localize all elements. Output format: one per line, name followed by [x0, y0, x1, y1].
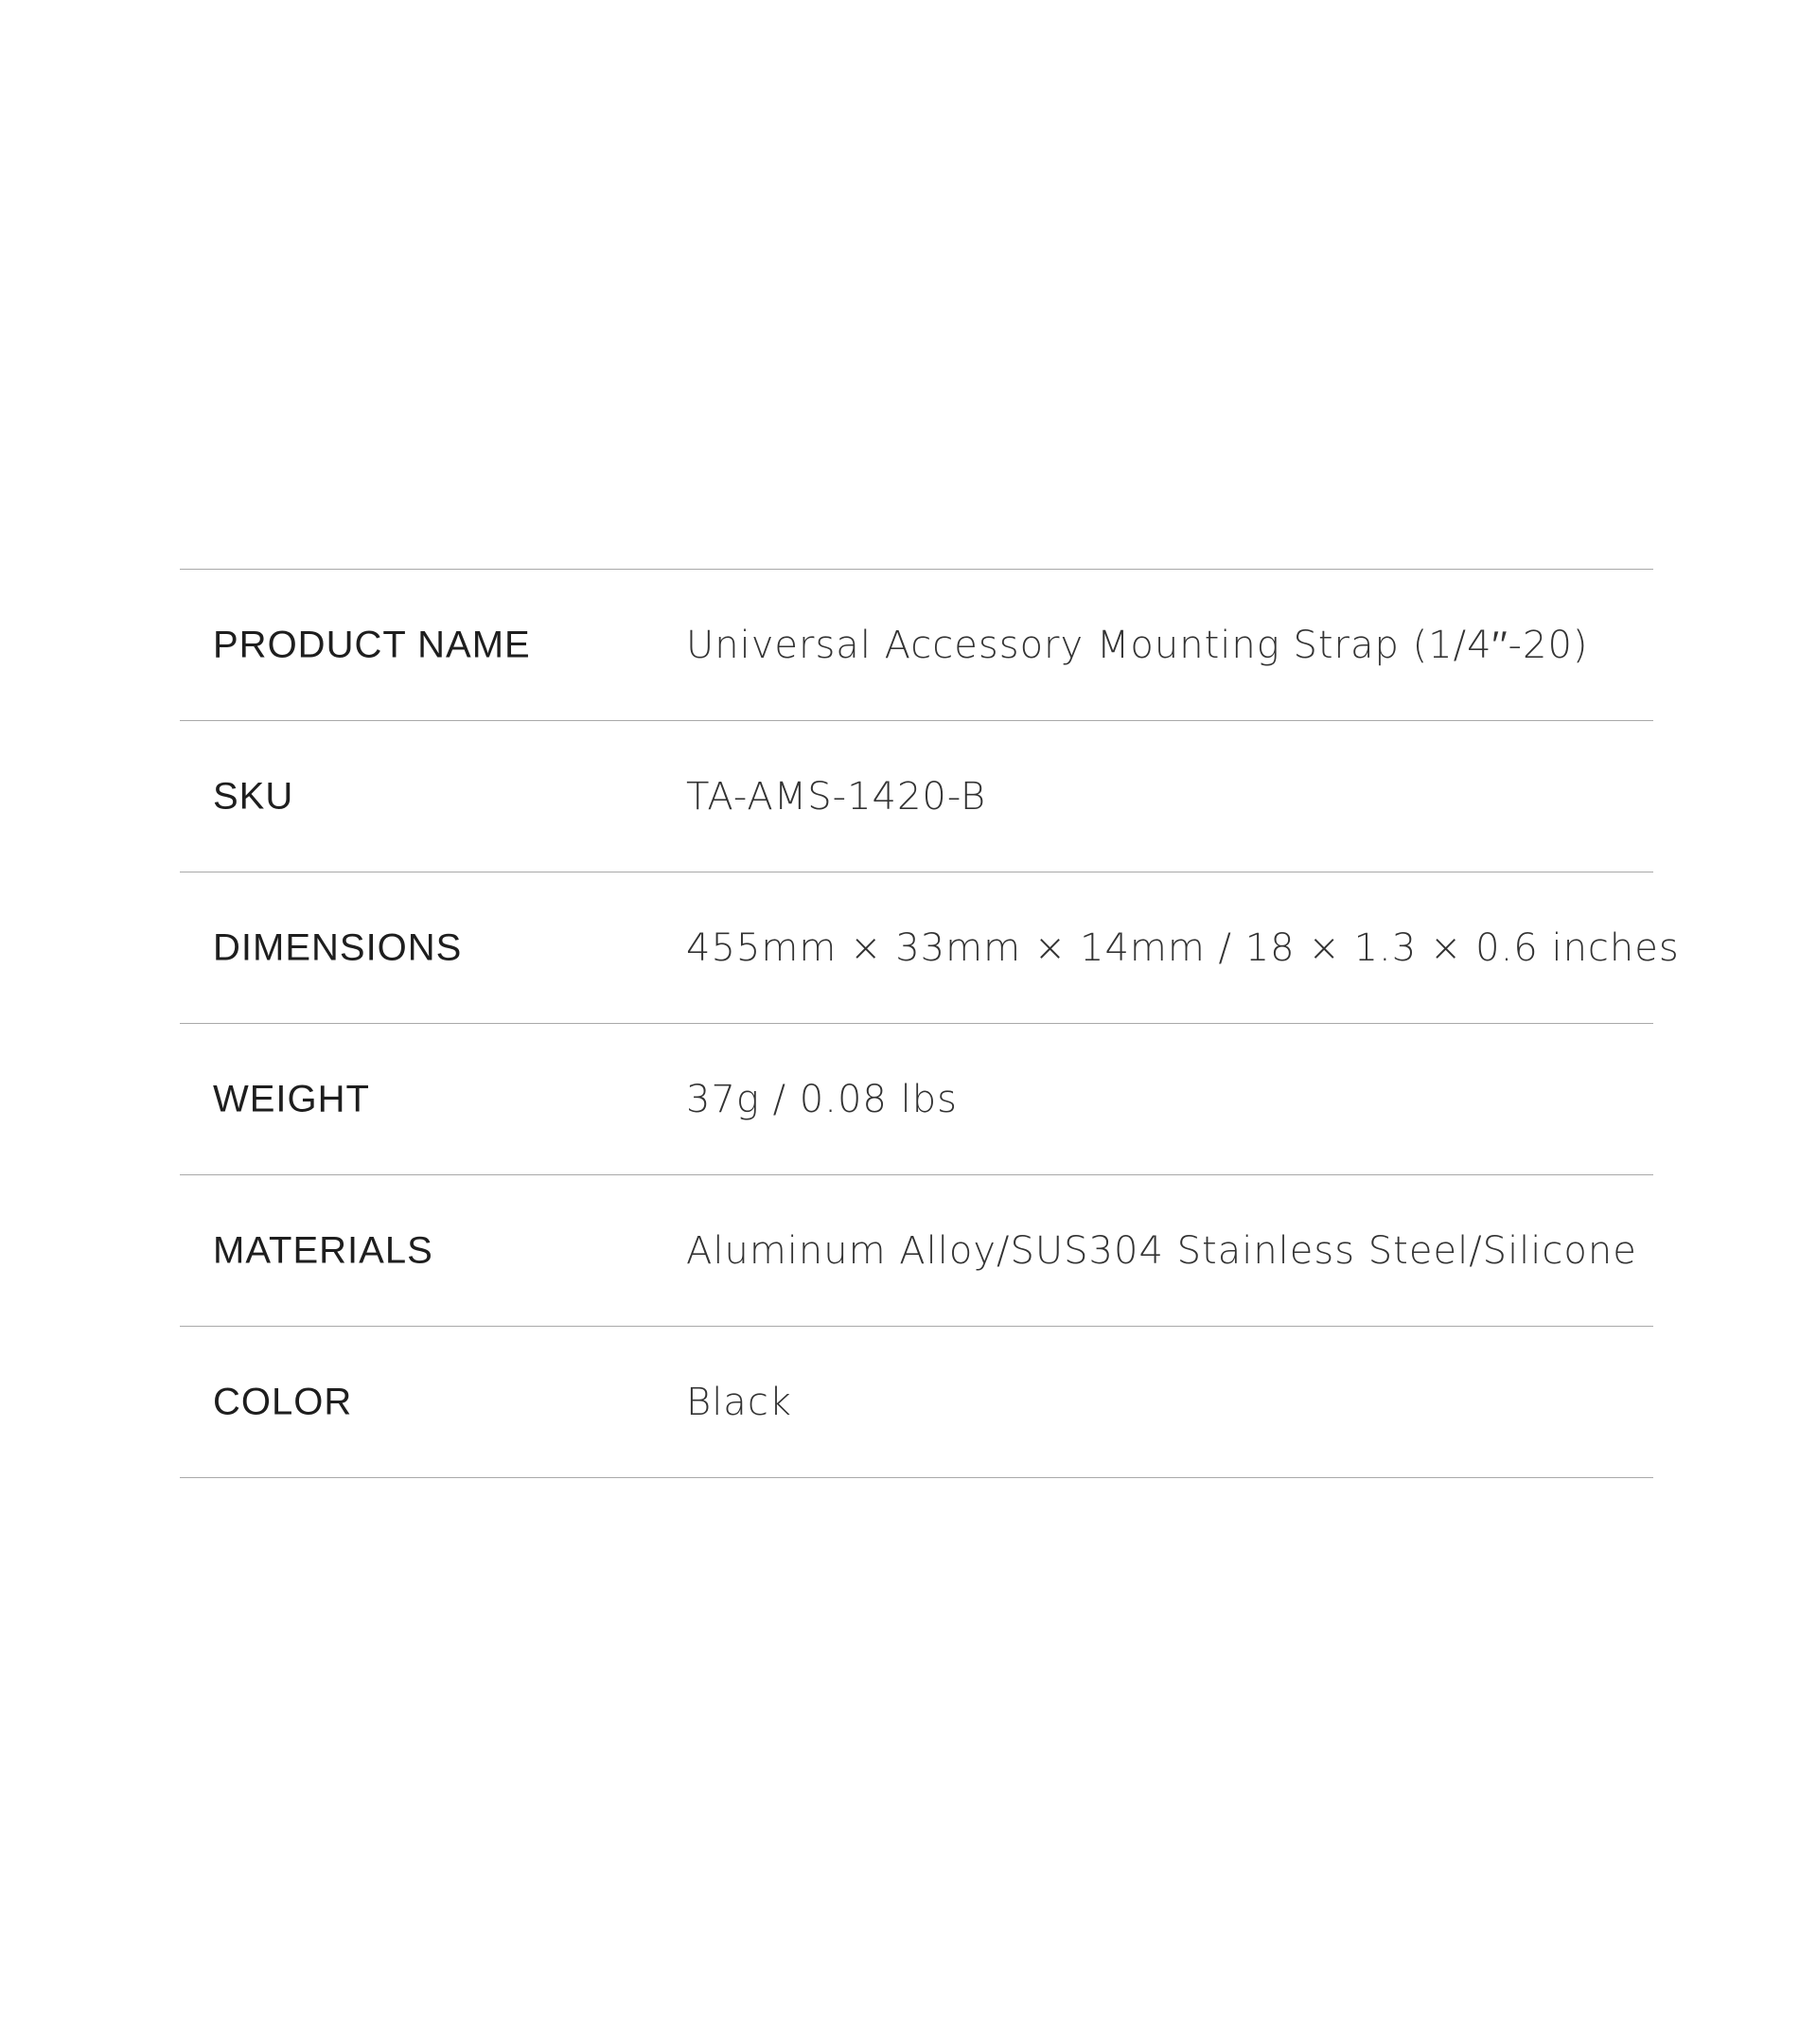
spec-value: Aluminum Alloy/SUS304 Stainless Steel/Silicone: [686, 1228, 1637, 1273]
spec-label: SKU: [213, 775, 294, 817]
spec-label: WEIGHT: [213, 1078, 370, 1119]
spec-value: TA-AMS-1420-B: [686, 774, 987, 819]
spec-row-weight: [180, 1024, 1653, 1175]
spec-row-dimensions: [180, 872, 1680, 1024]
spec-value: Universal Accessory Mounting Strap (1/4′′-20): [686, 623, 1589, 667]
spec-label: COLOR: [213, 1381, 353, 1422]
spec-label: PRODUCT NAME: [213, 624, 531, 665]
spec-row-materials: [180, 1175, 1653, 1327]
spec-value: 37g / 0.08 lbs: [686, 1077, 958, 1121]
spec-value: Black: [686, 1380, 792, 1424]
spec-row-sku: [180, 721, 1653, 872]
spec-label: DIMENSIONS: [213, 926, 463, 968]
spec-label: MATERIALS: [213, 1229, 433, 1271]
spec-value: 455mm × 33mm × 14mm / 18 × 1.3 × 0.6 inches: [686, 925, 1680, 970]
product-spec-table: [180, 569, 1680, 1478]
spec-row-color: [180, 1327, 1653, 1478]
spec-row-product-name: [180, 570, 1653, 721]
